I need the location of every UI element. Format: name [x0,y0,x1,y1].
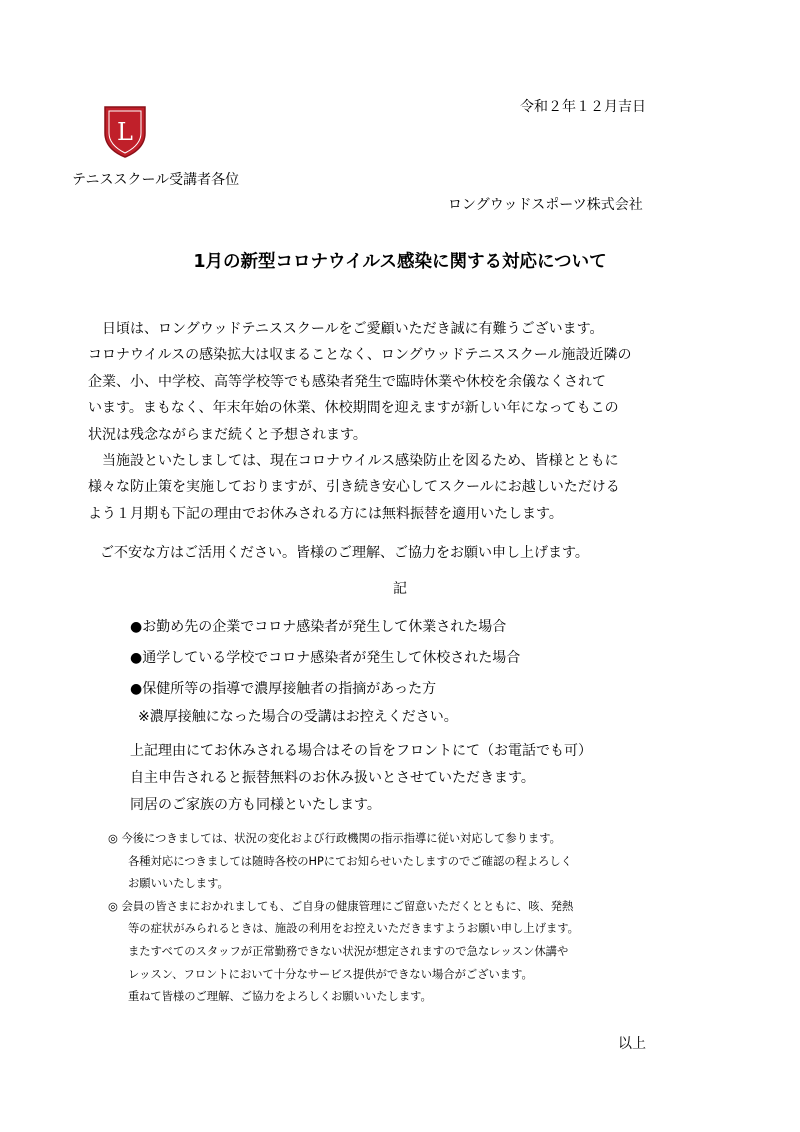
notice-line: レッスン、フロントにおいて十分なサービス提供ができない場合がございます。 [128,967,533,981]
notice-line: 等の症状がみられるときは、施設の利用をお控えいただきますようお願い申し上げます。 [128,922,579,936]
condition-item: ●通学している学校でコロナ感染者が発生して休校された場合 [130,650,521,666]
notice-item [108,896,579,1009]
conditions-list [130,612,520,729]
body-line: 日頃は、ロングウッドテニススクールをご愛顧いただき誠に有難うございます。 [88,321,604,337]
recipient: テニススクール受講者各位 [72,172,240,188]
sender-company: ロングウッドスポーツ株式会社 [448,197,643,213]
ki-heading: 記 [393,581,407,597]
notices [108,828,579,1009]
notice-line: ◎ 会員の皆さまにおかれましても、ご自身の健康管理にご留意いただくとともに、咳、発熱 [108,899,574,913]
notice-line: ◎ 今後につきましては、状況の変化および行政機関の指示指導に従い対応して参ります。 [108,832,561,845]
closing-line: ご不安な方はご活用ください。皆様のご理解、ご協力をお願い申し上げます。 [100,545,589,561]
notice-item [108,828,579,896]
body-line: 企業、小、中学校、高等学校等でも感染者発生で臨時休業や休校を余儀なくされて [88,373,606,390]
body-line: 様々な防止策を実施しておりますが、引き続き安心してスクールにお越しいただける [88,479,620,496]
body-line: よう１月期も下記の理由でお休みされる方には無料振替を適用いたします。 [88,505,563,522]
report-instructions [130,738,592,819]
ending-mark: 以上 [618,1036,646,1052]
logo-letter: L [117,118,133,146]
condition-note: ※濃厚接触になった場合の受講はお控えください。 [138,709,458,725]
page-title: 1月の新型コロナウイルス感染に関する対応について [193,252,607,272]
notice-line: 各種対応につきましては随時各校のHPにてお知らせいたしますのでご確認の程よろしく [128,854,573,868]
notice-line: 重ねて皆様のご理解、ご協力をよろしくお願いいたします。 [128,990,432,1004]
condition-item: ●お勤め先の企業でコロナ感染者が発生して休業された場合 [130,619,507,635]
report-line: 同居のご家族の方も同様といたします。 [130,797,381,813]
school-shield-logo [101,103,149,159]
report-line: 自主申告されると振替無料のお休み扱いとさせていただきます。 [130,770,535,786]
body-line: 状況は残念ながらまだ続くと予想されます。 [88,426,367,443]
body-line: います。まもなく、年末年始の休業、休校期間を迎えますが新しい年になってもこの [88,400,619,417]
notice-line: またすべてのスタッフが正常勤務できない状況が想定されますので急なレッスン休講や [128,944,569,958]
body-line: 当施設といたしましては、現在コロナウイルス感染防止を図るため、皆様とともに [88,452,619,469]
body-paragraph [88,316,631,527]
document-date: 令和２年１２月吉日 [520,99,646,115]
body-line: コロナウイルスの感染拡大は収まることなく、ロングウッドテニススクール施設近隣の [88,347,632,364]
notice-line: お願いいたします。 [128,877,229,891]
condition-item: ●保健所等の指導で濃厚接触者の指摘があった方 [130,681,437,697]
report-line: 上記理由にてお休みされる場合はその旨をフロントにて（お電話でも可） [130,743,592,759]
